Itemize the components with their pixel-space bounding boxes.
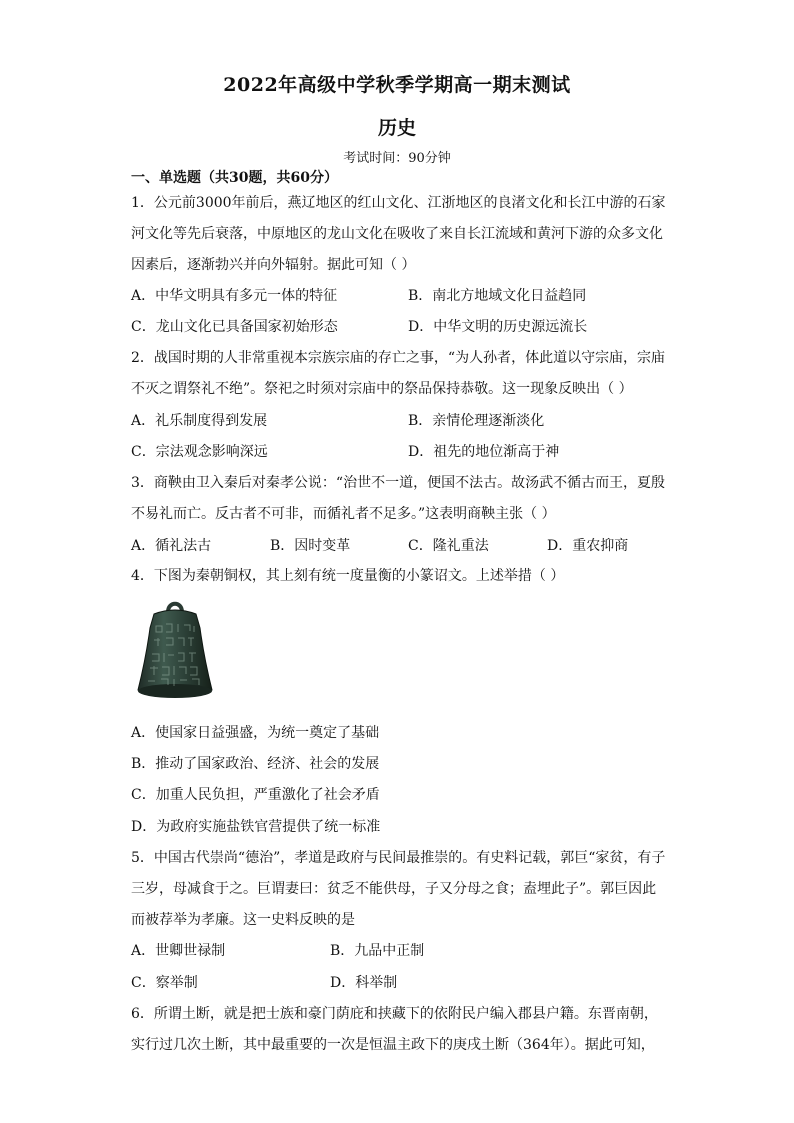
question-5-option-a[interactable]: A．世卿世禄制	[131, 943, 226, 959]
question-1-option-a[interactable]: A．中华文明具有多元一体的特征	[131, 288, 338, 304]
question-4-option-c[interactable]: C．加重人民负担，严重激化了社会矛盾	[131, 787, 380, 803]
exam-time: 考试时间：90分钟	[343, 151, 451, 166]
question-4-option-a[interactable]: A．使国家日益强盛，为统一奠定了基础	[131, 725, 380, 741]
question-4-option-b[interactable]: B．推动了国家政治、经济、社会的发展	[131, 756, 380, 772]
question-2-option-d[interactable]: D．祖先的地位渐高于神	[408, 444, 560, 460]
question-4-option-d[interactable]: D．为政府实施盐铁官营提供了统一标准	[131, 819, 381, 835]
question-4-line-1: 4．下图为秦朝铜权，其上刻有统一度量衡的小篆诏文。上述举措（ ）	[131, 568, 565, 584]
section-heading: 一、单选题（共30题，共60分）	[131, 170, 338, 186]
question-5-option-b[interactable]: B．九品中正制	[330, 943, 425, 959]
question-3-line-1: 3．商鞅由卫入秦后对秦孝公说：“治世不一道，便国不法古。故汤武不循古而王，夏殷	[131, 475, 666, 491]
question-3-option-d[interactable]: D．重农抑商	[547, 538, 629, 554]
question-5-option-c[interactable]: C．察举制	[131, 975, 198, 991]
question-5-option-d[interactable]: D．科举制	[330, 975, 398, 991]
question-3-option-a[interactable]: A．循礼法古	[131, 538, 212, 554]
question-1-line-3: 因素后，逐渐勃兴并向外辐射。据此可知（ ）	[131, 257, 416, 273]
question-2-option-c[interactable]: C．宗法观念影响深远	[131, 444, 268, 460]
exam-title: 2022年高级中学秋季学期高一期末测试	[223, 74, 571, 96]
bronze-weight-image	[132, 598, 218, 704]
question-1-line-1: 1．公元前3000年前后，燕辽地区的红山文化、江浙地区的良渚文化和长江中游的石家	[131, 195, 666, 211]
question-5-line-1: 5．中国古代崇尚“德治”，孝道是政府与民间最推崇的。有史料记载，郭巨“家贫，有子	[131, 850, 666, 866]
question-3-option-b[interactable]: B．因时变革	[270, 538, 351, 554]
question-2-line-2: 不灭之谓祭礼不绝”。祭祀之时须对宗庙中的祭品保持恭敬。这一现象反映出（ ）	[131, 381, 633, 397]
question-2-option-b[interactable]: B．亲情伦理逐渐淡化	[408, 413, 545, 429]
question-1-option-d[interactable]: D．中华文明的历史源远流长	[408, 319, 588, 335]
question-3-line-2: 不易礼而亡。反古者不可非，而循礼者不足多。”这表明商鞅主张（ ）	[131, 506, 556, 522]
question-1-option-c[interactable]: C．龙山文化已具备国家初始形态	[131, 319, 338, 335]
subject-title: 历史	[377, 117, 416, 139]
question-1-option-b[interactable]: B．南北方地域文化日益趋同	[408, 288, 587, 304]
question-1-line-2: 河文化等先后衰落，中原地区的龙山文化在吸收了来自长江流域和黄河下游的众多文化	[131, 226, 663, 242]
question-5-line-2: 三岁，母减食于之。巨谓妻曰：贫乏不能供母，子又分母之食；盍埋此子”。郭巨因此	[131, 881, 657, 897]
question-2-option-a[interactable]: A．礼乐制度得到发展	[131, 413, 268, 429]
question-5-line-3: 而被荐举为孝廉。这一史料反映的是	[131, 912, 355, 928]
question-6-line-1: 6．所谓土断，就是把士族和豪门荫庇和挟藏下的依附民户编入郡县户籍。东晋南朝，	[131, 1006, 658, 1022]
question-2-line-1: 2．战国时期的人非常重视本宗族宗庙的存亡之事，“为人孙者，体此道以守宗庙，宗庙	[131, 350, 666, 366]
question-6-line-2: 实行过几次土断，其中最重要的一次是恒温主政下的庚戌土断（364年）。据此可知，	[131, 1037, 655, 1053]
question-3-option-c[interactable]: C．隆礼重法	[408, 538, 489, 554]
